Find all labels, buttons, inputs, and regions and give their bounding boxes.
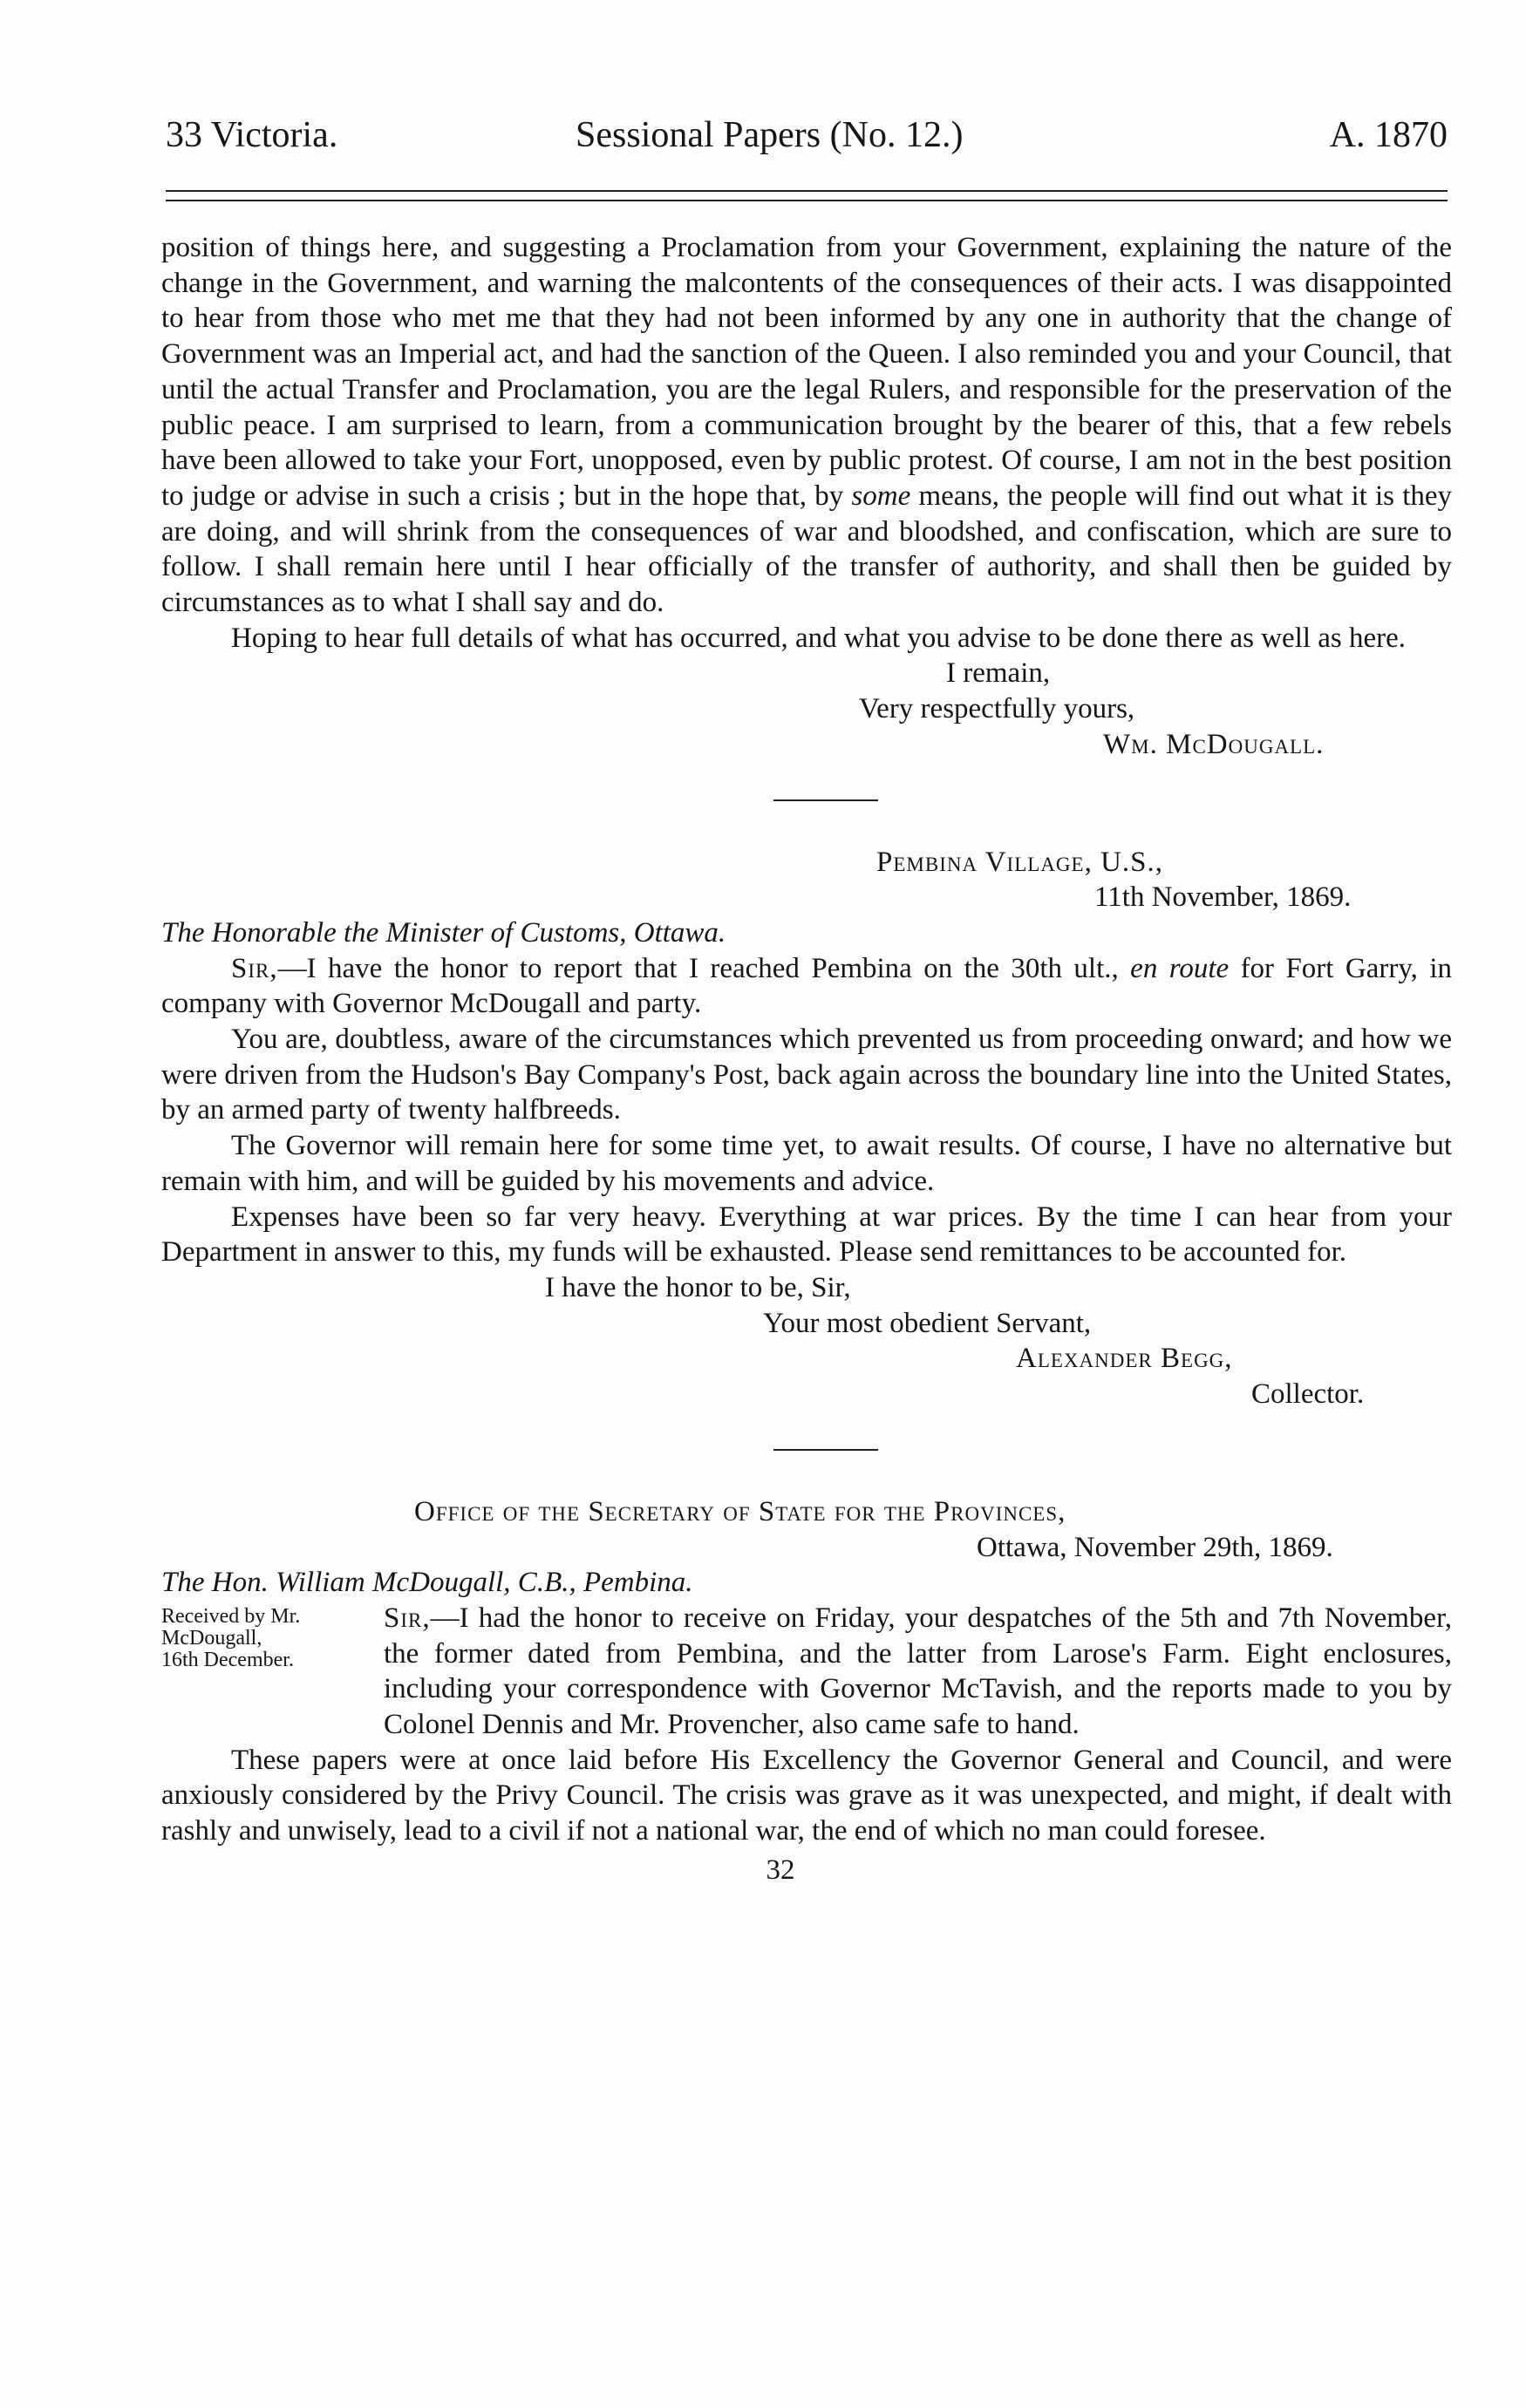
letter2-paragraph-4: Expenses have been so far very heavy. Everything at war prices. By the time I can hear from your Department in answer to this, my funds will be exhausted. Please send remittances to be accounted for.	[161, 1201, 1452, 1269]
running-header	[166, 105, 1448, 166]
page-number: 32	[766, 1854, 795, 1886]
letter3-addressee: The Hon. William McDougall, C.B., Pembina.	[161, 1567, 693, 1599]
letter3-opening	[161, 1601, 1452, 1743]
letter2-date: 11th November, 1869.	[1094, 881, 1352, 914]
letter2-title: Collector.	[1251, 1378, 1365, 1411]
margin-note: Received by Mr. McDougall, 16th December.	[161, 1604, 301, 1671]
letter1-closing: I remain,	[946, 657, 1051, 690]
letter1-signature: Wm. McDougall.	[1103, 728, 1325, 760]
header-year: A. 1870	[1329, 115, 1448, 155]
document-body	[161, 230, 1452, 1888]
letter2-addressee: The Honorable the Minister of Customs, Ottawa.	[161, 916, 726, 949]
letter1-closing-2: Very respectfully yours,	[859, 693, 1135, 725]
emphasis-word: some	[851, 480, 911, 512]
letter3-date: Ottawa, November 29th, 1869.	[977, 1531, 1333, 1563]
letter3-paragraph: Sir,—I had the honor to receive on Friday, your despatches of the 5th and 7th November, the former dated from Pembina, and the latter from Larose's Farm. Eight enclosures, including your correspondence with Governor McTavish, and the reports made to you by Colonel Dennis and Mr. Provencher, also came safe to hand.	[384, 1602, 1452, 1741]
letter2-closing-2: Your most obedient Servant,	[763, 1307, 1092, 1339]
letter1-paragraph: position of things here, and suggesting a Proclamation from your Government, explaining the nature of the change in the Government, and warning the malcontents of the consequences of their acts. I was disappointed to hear from those who met me that they had not been informed by any one in authority that the change of Government was an Imperial act, and had the sanction of the Queen. I also reminded you and your Council, that until the actual Transfer and Proclamation, you are the legal Rulers, and responsible for the preservation of the public peace. I am surprised to learn, from a communication brought by the bearer of this, that a few rebels have been allowed to take your Fort, unopposed, even by public protest. Of course, I am not in the best position to judge or advise in such a crisis ; but in the hope that, by some means, the people will find out what it is they are doing, and will shrink from the consequences of war and bloodshed, and confiscation, which are sure to follow. I shall remain here until I hear officially of the transfer of authority, and shall then be guided by circumstances as to what I shall say and do.	[161, 232, 1453, 619]
header-double-rule	[166, 190, 1448, 201]
letter2-place: Pembina Village, U.S.,	[876, 846, 1164, 878]
salutation-2: Sir,	[384, 1602, 431, 1634]
section-divider-2	[773, 1449, 878, 1451]
header-title: Sessional Papers (No. 12.)	[576, 115, 964, 155]
letter2-paragraph: Sir,—I have the honor to report that I reached Pembina on the 30th ult., en route for Fort Garry, in company with Governor McDougall and party.	[161, 952, 1452, 1020]
section-divider	[773, 799, 878, 801]
letter2-closing: I have the honor to be, Sir,	[545, 1271, 851, 1303]
letter3-paragraph-2: These papers were at once laid before His Excellency the Governor General and Council, and were anxiously considered by the Privy Council. The crisis was grave as it was unexpected, and might, if dealt with rashly and unwisely, lead to a civil if not a national war, the end of which no man could foresee.	[161, 1744, 1452, 1847]
letter2-paragraph-3: The Governor will remain here for some time yet, to await results. Of course, I have no alternative but remain with him, and will be guided by his movements and advice.	[161, 1130, 1452, 1197]
salutation: Sir,	[231, 952, 278, 984]
letter2-signature: Alexander Begg,	[1016, 1343, 1233, 1375]
letter3-office: Office of the Secretary of State for the Provinces,	[414, 1495, 1066, 1527]
header-session: 33 Victoria.	[166, 115, 338, 155]
letter1-paragraph-2: Hoping to hear full details of what has occurred, and what you advise to be done there as well as here.	[231, 622, 1407, 654]
letter2-paragraph-2: You are, doubtless, aware of the circumstances which prevented us from proceeding onward; and how we were driven from the Hudson's Bay Company's Post, back again across the boundary line into the United States, by an armed party of twenty halfbreeds.	[161, 1024, 1452, 1126]
